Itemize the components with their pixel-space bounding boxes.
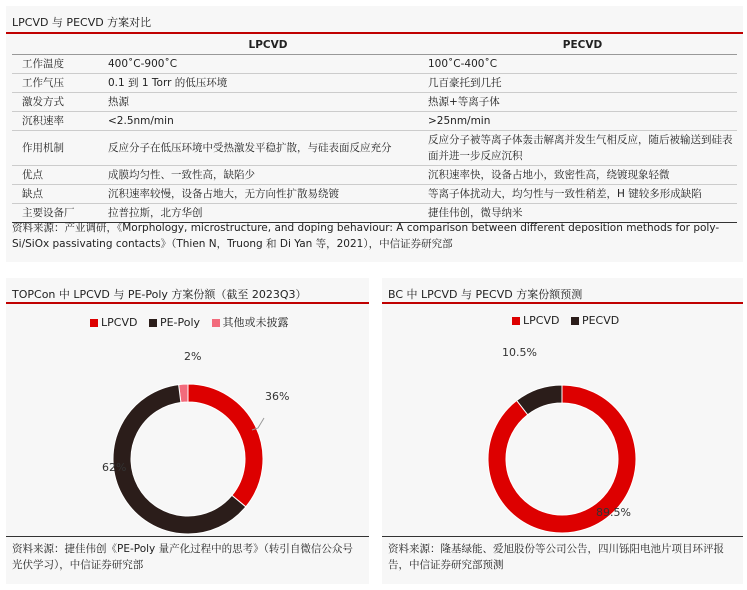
pecvd-cell: 100˚C-400˚C	[428, 55, 737, 74]
lpcvd-cell: 0.1 到 1 Torr 的低压环境	[108, 74, 428, 93]
topcon-chart-title: TOPCon 中 LPCVD 与 PE-Poly 方案份额（截至 2023Q3）	[12, 288, 307, 301]
pecvd-cell: 反应分子被等离子体轰击解离并发生气相反应，随后被输送到硅表面并进一步反应沉积	[428, 131, 737, 166]
data-label-pe-poly: 62%	[102, 461, 127, 474]
row-label: 缺点	[12, 185, 108, 204]
data-label-pecvd: 10.5%	[502, 346, 537, 359]
table-source-note: 资料来源：产业调研，《Morphology, microstructure, and doping behaviour: A comparison between different deposition methods for poly-Si/SiOx passivating contacts》（Thien N，Truong 和 Di Yan 等，2021），中信证券研究部	[12, 222, 720, 250]
bc-chart-title: BC 中 LPCVD 与 PECVD 方案份额预测	[388, 288, 583, 301]
topcon-chart-panel	[6, 278, 369, 584]
row-label: 优点	[12, 166, 108, 185]
pecvd-cell: 等离子体扰动大，均匀性与一致性稍差，H 键较多形成缺陷	[428, 185, 737, 204]
legend-label: 其他或未披露	[222, 316, 289, 329]
lpcvd-cell: 反应分子在低压环境中受热激发平稳扩散，与硅表面反应充分	[108, 131, 428, 166]
lpcvd-cell: 成膜均匀性、一致性高，缺陷少	[108, 166, 428, 185]
lpcvd-cell: 热源	[108, 93, 428, 112]
legend-swatch	[149, 319, 157, 327]
header-pecvd: PECVD	[428, 36, 737, 55]
legend-item-pecvd	[571, 314, 619, 327]
legend-item-lpcvd	[90, 316, 137, 329]
lpcvd-cell: 400˚C-900˚C	[108, 55, 428, 74]
table-row	[12, 166, 737, 185]
lpcvd-cell: 拉普拉斯，北方华创	[108, 204, 428, 223]
topcon-source-note: 资料来源：捷佳伟创《PE-Poly 量产化过程中的思考》（转引自微信公众号光伏学习），中信证券研究部	[12, 543, 353, 571]
table-row	[12, 112, 737, 131]
legend-label: LPCVD	[101, 316, 138, 329]
title-rule	[382, 302, 743, 304]
header-lpcvd: LPCVD	[108, 36, 428, 55]
data-label-lpcvd: 36%	[265, 390, 290, 403]
title-rule	[6, 302, 369, 304]
comparison-table	[12, 36, 737, 223]
table-row	[12, 74, 737, 93]
row-label: 工作气压	[12, 74, 108, 93]
table-row	[12, 93, 737, 112]
pecvd-cell: 捷佳伟创，微导纳米	[428, 204, 737, 223]
source-rule	[382, 536, 743, 537]
pecvd-cell: 热源+等离子体	[428, 93, 737, 112]
legend-swatch	[512, 317, 520, 325]
table-title: LPCVD 与 PECVD 方案对比	[12, 16, 152, 29]
topcon-legend	[90, 314, 297, 330]
header-label	[12, 36, 108, 55]
table-row	[12, 185, 737, 204]
source-rule	[6, 536, 369, 537]
table-row	[12, 131, 737, 166]
comparison-table-panel	[6, 6, 743, 262]
pecvd-cell: 几百豪托到几托	[428, 74, 737, 93]
topcon-donut-chart	[6, 334, 369, 554]
lpcvd-cell: 沉积速率较慢，设备占地大，无方向性扩散易绕镀	[108, 185, 428, 204]
bc-source-note: 资料来源：隆基绿能、爱旭股份等公司公告，四川铄阳电池片项目环评报告，中信证券研究部预测	[388, 543, 724, 571]
donut-slice-lpcvd	[188, 384, 263, 507]
table-header-row	[12, 36, 737, 55]
data-label-other: 2%	[184, 350, 202, 363]
title-rule	[6, 32, 743, 34]
row-label: 作用机制	[12, 131, 108, 166]
legend-item-pe-poly	[149, 316, 200, 329]
table-row	[12, 55, 737, 74]
lpcvd-cell: <2.5nm/min	[108, 112, 428, 131]
legend-item-other	[212, 314, 289, 330]
bc-chart-panel	[382, 278, 743, 584]
legend-label: PECVD	[581, 314, 620, 327]
data-label-lpcvd: 89.5%	[596, 506, 631, 519]
legend-item-lpcvd	[512, 314, 559, 327]
legend-swatch	[571, 317, 579, 325]
legend-swatch	[212, 319, 220, 327]
row-label: 激发方式	[12, 93, 108, 112]
legend-label: PE-Poly	[159, 316, 201, 329]
pecvd-cell: 沉积速率快，设备占地小，致密性高，绕镀现象轻微	[428, 166, 737, 185]
legend-label: LPCVD	[523, 314, 560, 327]
row-label: 工作温度	[12, 55, 108, 74]
legend-swatch	[90, 319, 98, 327]
bc-donut-chart	[382, 334, 743, 554]
row-label: 主要设备厂	[12, 204, 108, 223]
row-label: 沉积速率	[12, 112, 108, 131]
bc-legend	[512, 314, 627, 327]
pecvd-cell: >25nm/min	[428, 112, 737, 131]
